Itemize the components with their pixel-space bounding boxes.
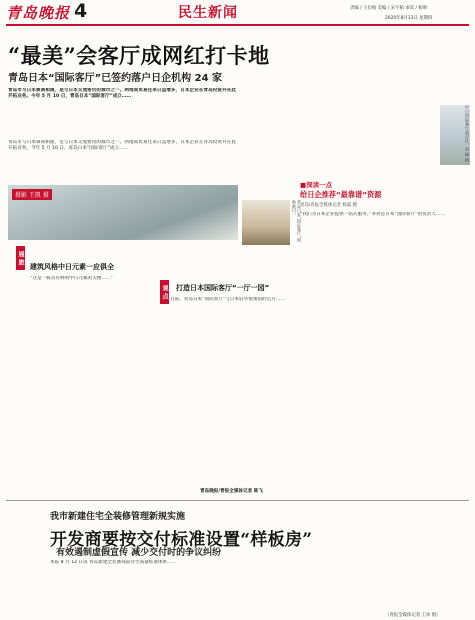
interior-photo (8, 185, 238, 240)
newspaper-logo: 青岛晚报 (6, 4, 71, 22)
lead-subheadline: 青岛日本“国际客厅”已签约落户日企机构 24 家 (8, 73, 223, 84)
section-title: 民生新闻 (178, 5, 238, 21)
bottom-headline: 开发商要按交付标准设置“样板房” (50, 530, 313, 550)
section-divider (6, 500, 469, 501)
issue-date: 2020年8月13日 星期四 (385, 16, 433, 21)
middle-text: 目前，青岛日本“国际客厅”与日本驻华使领馆的官方…… (170, 297, 286, 302)
right-tag: ■深读一点 (300, 181, 333, 189)
bottom-subheadline: 有效遏制虚假宣传 减少交付时的争议纠纷 (56, 548, 222, 558)
right-headline: 给日企推荐“最靠谱”资源 (300, 190, 382, 199)
lead-headline: “最美”会客厅成网红打卡地 (8, 43, 270, 68)
lead-byline: 青岛晚报/青报全媒体记者 陈飞 (200, 489, 263, 494)
lead-intro: 青岛市与日本频商相通，是与日本交流密切的城市之一。两地间贸易往来日益增多，日本企业在青岛投资并在此开拓业务。今年 5 月 10 日，青岛日本“国际客厅”成立…… (8, 88, 236, 100)
middle-headline: 打造日本国际客厅“一厅一园” (176, 284, 270, 292)
sidebar-text: “这是一栋具有鲜明中日元素的大楼……” (30, 276, 113, 281)
editor-credits: 责编 / 王衍梅 美编 / 宋宇箱 审读 / 杨明 (350, 6, 428, 11)
masthead-rule (6, 24, 469, 26)
photo-caption-right: 中日国际客厅展示区，赵 峰 摄 (465, 105, 470, 163)
sidebar-tag: 展 旅 (16, 246, 25, 270)
photo-caption-left: 青岛日本“国际客厅”创新港口。 (292, 200, 302, 243)
sidebar-headline: 建筑风格中日元素一应俱全 (30, 263, 114, 271)
bottom-text: 本报 8 月 12 日讯 青岛新建全装修商品住宅质量标准体系…… (50, 560, 177, 565)
bottom-byline: （青报全媒体记者 王冰 摄） (385, 613, 441, 618)
photo-label: 摄影 王凯 摄 (12, 189, 52, 200)
right-byline: 青岛/青报全媒体记者 杨磊 摄 (300, 203, 357, 208)
bottom-kicker: 我市新建住宅全装修管理新规实施 (50, 512, 186, 522)
middle-tag: 观 点 (160, 280, 169, 304)
lead-intro-body: 青岛市与日本频商相通，是与日本交流密切的城市之一。两地间贸易往来日益增多，日本企业在青岛投资并在此开拓业务。今年 5 月 10 日，青岛日本“国际客厅”成立…… (8, 140, 236, 152)
page-number: 4 (74, 0, 88, 22)
exhibit-photo (242, 200, 290, 245)
right-text: “我们为日本企业提供一站式服务。”李亮是日本“国际客厅”的负责人…… (300, 212, 446, 217)
